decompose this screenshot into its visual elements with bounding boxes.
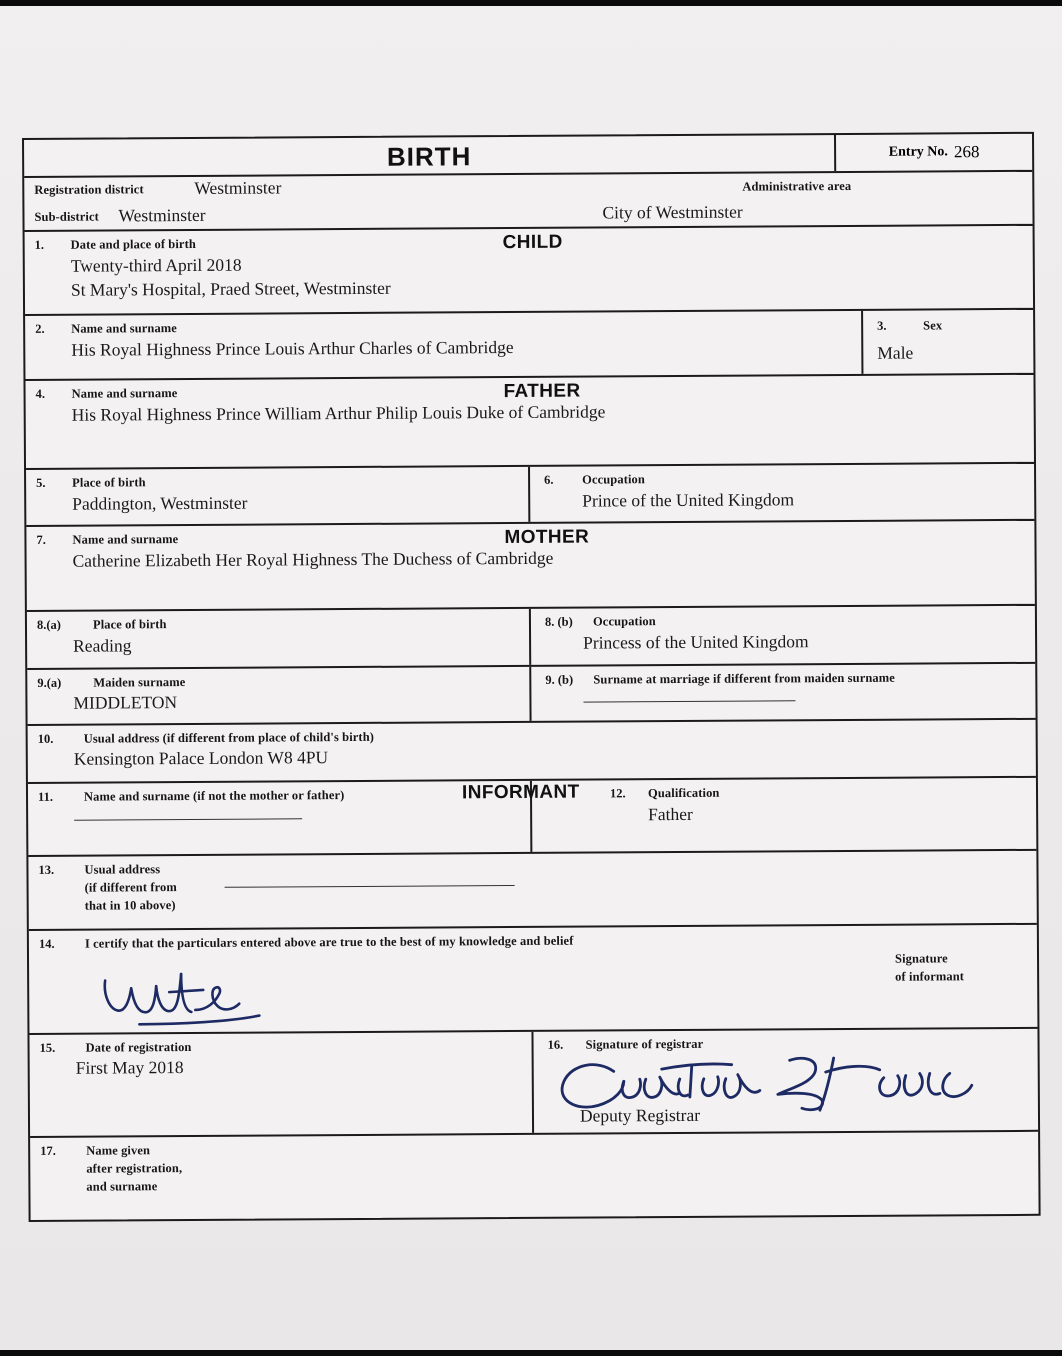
- field-label-line3: and surname: [86, 1179, 158, 1194]
- field-usual-address: [28, 720, 1036, 784]
- field-number: 3.: [877, 318, 887, 333]
- usual-address-value: Kensington Palace London W8 4PU: [73, 747, 329, 769]
- field-label: Date and place of birth: [70, 236, 196, 252]
- field-label: Occupation: [582, 472, 645, 487]
- document-title-cell: [24, 139, 834, 175]
- father-name-value: His Royal Highness Prince William Arthur Philip Louis Duke of Cambridge: [71, 401, 606, 425]
- child-name-value: His Royal Highness Prince Louis Arthur Charles of Cambridge: [71, 337, 514, 360]
- signature-of-informant-label-line1: Signature: [894, 951, 948, 966]
- informant-name-blank-line: [74, 817, 302, 820]
- signature-of-informant-label-line2: of informant: [895, 969, 965, 984]
- mother-name-value: Catherine Elizabeth Her Royal Highness The Duchess of Cambridge: [72, 547, 554, 571]
- certificate-header: [24, 134, 1032, 178]
- field-number: 8.(a): [36, 617, 61, 632]
- field-label: Usual address (if different from place of child's birth): [83, 729, 375, 746]
- field-label-line1: Name given: [86, 1143, 151, 1158]
- field-signature-of-registrar: [533, 1029, 1038, 1133]
- administrative-area-label: Administrative area: [742, 178, 852, 194]
- registrar-title: Deputy Registrar: [579, 1104, 701, 1126]
- field-label: Surname at marriage if different from maiden surname: [593, 670, 895, 687]
- field-date-place-of-birth: [25, 226, 1033, 316]
- field-number: 4.: [35, 386, 45, 401]
- field-label: Sex: [923, 318, 943, 333]
- field-label: Occupation: [592, 614, 656, 629]
- section-title-child: CHILD: [502, 231, 563, 254]
- entry-number-label: Entry No.: [888, 144, 948, 160]
- field-label: Name and surname (if not the mother or father): [83, 788, 345, 804]
- field-label: Place of birth: [92, 617, 167, 632]
- field-number: 2.: [35, 321, 45, 336]
- field-child-sex: [863, 310, 1033, 374]
- field-label-line2: (if different from: [84, 880, 177, 895]
- field-label: Maiden surname: [93, 675, 186, 690]
- field-number: 6.: [544, 472, 554, 487]
- field-label-line3: that in 10 above): [84, 898, 176, 913]
- field-label-line2: after registration,: [86, 1161, 183, 1176]
- field-child-name-sex: [25, 310, 1033, 381]
- field-number: 15.: [39, 1040, 56, 1055]
- father-occupation-value: Prince of the United Kingdom: [582, 489, 795, 511]
- field-number: 14.: [38, 936, 55, 951]
- surname-at-marriage-blank-line: [583, 699, 795, 702]
- field-label: Place of birth: [72, 475, 146, 490]
- field-number: 9. (b): [545, 672, 574, 687]
- document-title: BIRTH: [386, 140, 472, 172]
- administrative-area-value: City of Westminster: [602, 201, 743, 223]
- sub-district-value: Westminster: [118, 204, 206, 226]
- field-father-occupation: [530, 464, 1034, 522]
- field-label: Qualification: [647, 785, 720, 801]
- birth-certificate: [22, 132, 1041, 1222]
- field-informant-name: [28, 781, 532, 855]
- mother-occupation-value: Princess of the United Kingdom: [583, 631, 809, 653]
- informant-address-blank-line: [225, 884, 515, 888]
- field-mother-occupation: [531, 606, 1035, 665]
- registration-district-label: Registration district: [34, 182, 144, 197]
- scan-edge-top: [0, 0, 1062, 6]
- entry-number-cell: [834, 134, 1032, 171]
- section-title-father: FATHER: [503, 380, 581, 403]
- section-title-mother: MOTHER: [504, 526, 590, 549]
- field-registration: [29, 1029, 1038, 1138]
- field-number: 17.: [40, 1143, 56, 1158]
- father-place-of-birth-value: Paddington, Westminster: [72, 492, 248, 514]
- field-number: 8. (b): [544, 614, 573, 629]
- mother-place-of-birth-value: Reading: [73, 635, 132, 656]
- entry-number-value: 268: [953, 142, 980, 162]
- field-name-given-after-registration: [30, 1132, 1038, 1220]
- field-label: Name and surname: [71, 386, 178, 401]
- field-label: Signature of registrar: [585, 1036, 704, 1052]
- field-mother-place-of-birth: [27, 609, 531, 668]
- field-mother-surnames: [27, 664, 1035, 726]
- field-number: 7.: [36, 532, 46, 547]
- field-child-name: [25, 311, 863, 379]
- field-label-line1: Usual address: [84, 862, 161, 877]
- date-of-birth-value: Twenty-third April 2018: [70, 254, 242, 276]
- field-father-birth-occupation: [26, 464, 1034, 527]
- field-number: 12.: [609, 786, 626, 801]
- field-label: Name and surname: [72, 532, 179, 547]
- field-number: 10.: [37, 731, 54, 746]
- field-father-name: [25, 375, 1034, 470]
- date-of-registration-value: First May 2018: [75, 1057, 184, 1078]
- field-number: 5.: [36, 475, 46, 490]
- informant-signature-icon: [99, 965, 319, 1028]
- field-informant-address: [28, 851, 1036, 931]
- registration-district-value: Westminster: [194, 177, 282, 198]
- scan-edge-bottom: [0, 1350, 1062, 1356]
- field-informant: [28, 778, 1036, 857]
- section-title-informant: INFORMANT: [461, 781, 580, 804]
- place-of-birth-value: St Mary's Hospital, Praed Street, Westminster: [70, 277, 391, 300]
- field-mother-birth-occupation: [27, 606, 1035, 670]
- field-date-of-registration: [29, 1032, 534, 1136]
- field-number: 1.: [34, 237, 45, 252]
- field-mother-name: [26, 521, 1035, 612]
- field-label: Date of registration: [85, 1039, 192, 1055]
- field-surname-at-marriage: [531, 664, 1035, 721]
- field-label: I certify that the particulars entered above are true to the best of my knowledge and belief: [84, 933, 574, 951]
- field-number: 11.: [37, 789, 54, 804]
- maiden-surname-value: MIDDLETON: [73, 692, 178, 713]
- field-maiden-surname: [27, 667, 531, 724]
- field-father-place-of-birth: [26, 467, 530, 525]
- child-sex-value: Male: [877, 342, 914, 363]
- field-number: 9.(a): [37, 675, 62, 690]
- sub-district-label: Sub-district: [34, 209, 99, 224]
- field-number: 13.: [38, 862, 55, 877]
- field-label: Name and surname: [71, 321, 177, 336]
- field-informant-qualification: [461, 778, 1036, 852]
- field-number: 16.: [547, 1037, 564, 1052]
- informant-qualification-value: Father: [648, 803, 693, 825]
- field-certification: [29, 925, 1038, 1035]
